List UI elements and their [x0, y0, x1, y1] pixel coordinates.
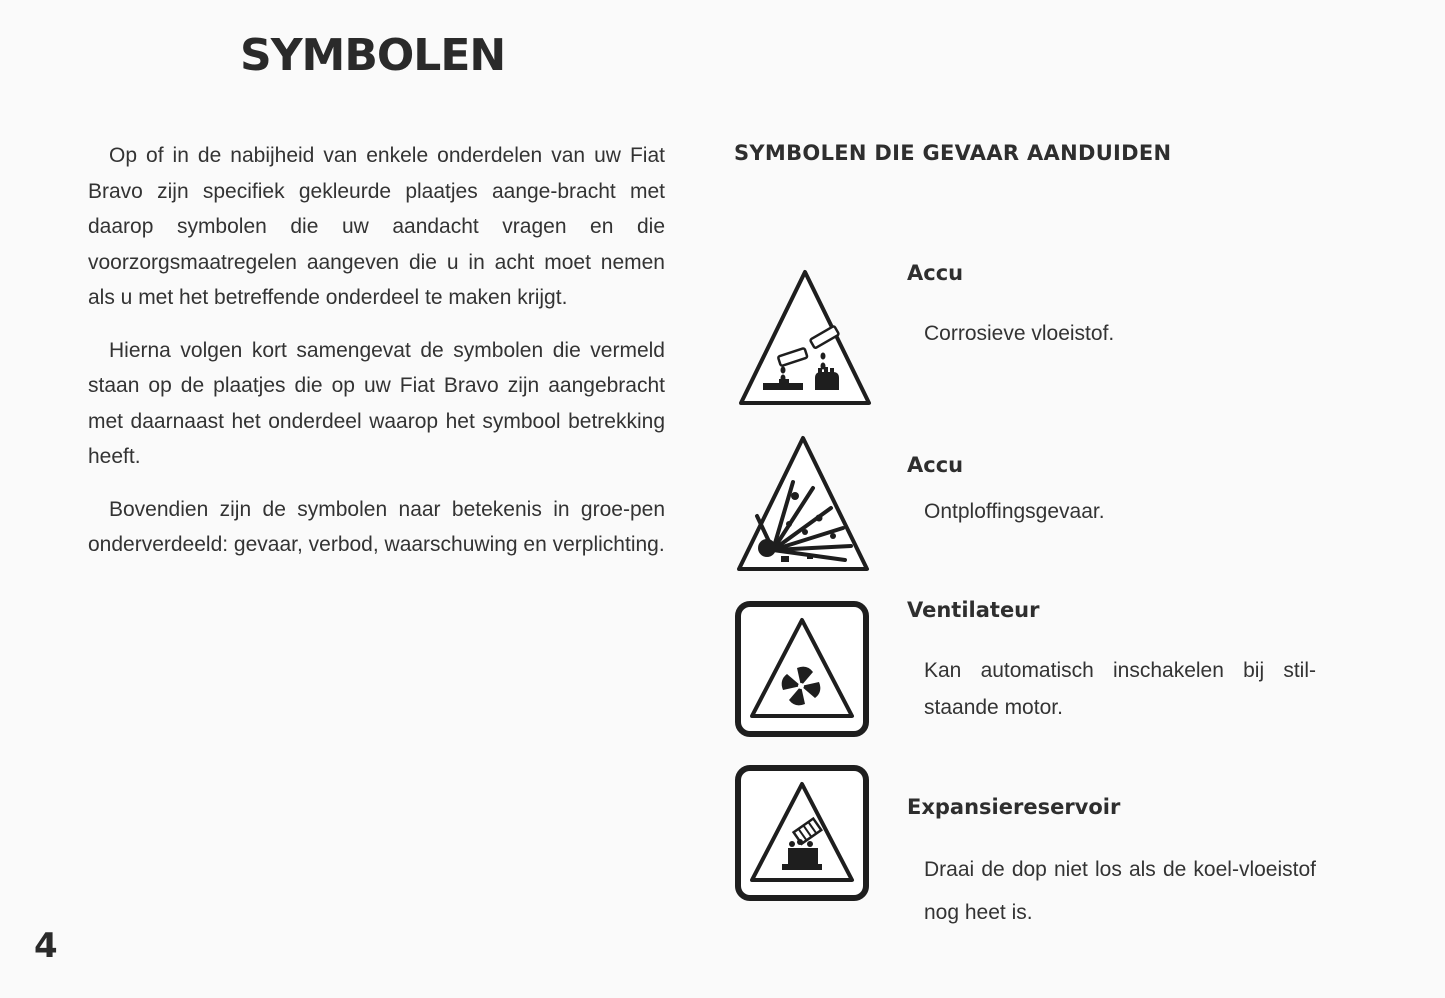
symbol-title: Accu — [907, 453, 964, 477]
intro-paragraph: Bovendien zijn de symbolen naar betekenis in groe-pen onderverdeeld: gevaar, verbod, waarschuwing en verplichting. — [88, 497, 665, 556]
corrosive-warning-icon — [735, 266, 875, 408]
section-heading: SYMBOLEN DIE GEVAAR AANDUIDEN — [734, 141, 1172, 165]
symbol-description: Corrosieve vloeistof. — [924, 322, 1115, 345]
symbol-title: Expansiereservoir — [907, 795, 1121, 819]
page-title: SYMBOLEN — [240, 30, 506, 81]
intro-paragraph: Op of in de nabijheid van enkele onderdelen van uw Fiat Bravo zijn specifiek gekleurde plaatjes aange-bracht met daarop symbolen die uw aandacht vragen en die voorzorgsmaatregelen aangeven die u in acht moet nemen als u met het betreffende onderdeel te maken krijgt. — [88, 144, 665, 309]
symbol-title: Ventilateur — [907, 598, 1040, 622]
symbol-title: Accu — [907, 261, 964, 285]
page-number: 4 — [34, 926, 58, 966]
explosion-warning-icon — [733, 432, 873, 574]
intro-paragraph: Hierna volgen kort samengevat de symbolen die vermeld staan op de plaatjes die op uw Fiat Bravo zijn aangebracht met daarnaast het onderdeel waarop het symbool betrekking heeft. — [88, 338, 665, 468]
expansion-tank-warning-icon — [734, 764, 870, 902]
symbol-description: Draai de dop niet los als de koel-vloeistof nog heet is. — [924, 858, 1316, 924]
fan-warning-icon — [734, 600, 870, 738]
symbol-description: Ontploffingsgevaar. — [924, 500, 1105, 523]
intro-text — [88, 138, 665, 580]
symbol-description: Kan automatisch inschakelen bij stil-staande motor. — [924, 659, 1316, 719]
